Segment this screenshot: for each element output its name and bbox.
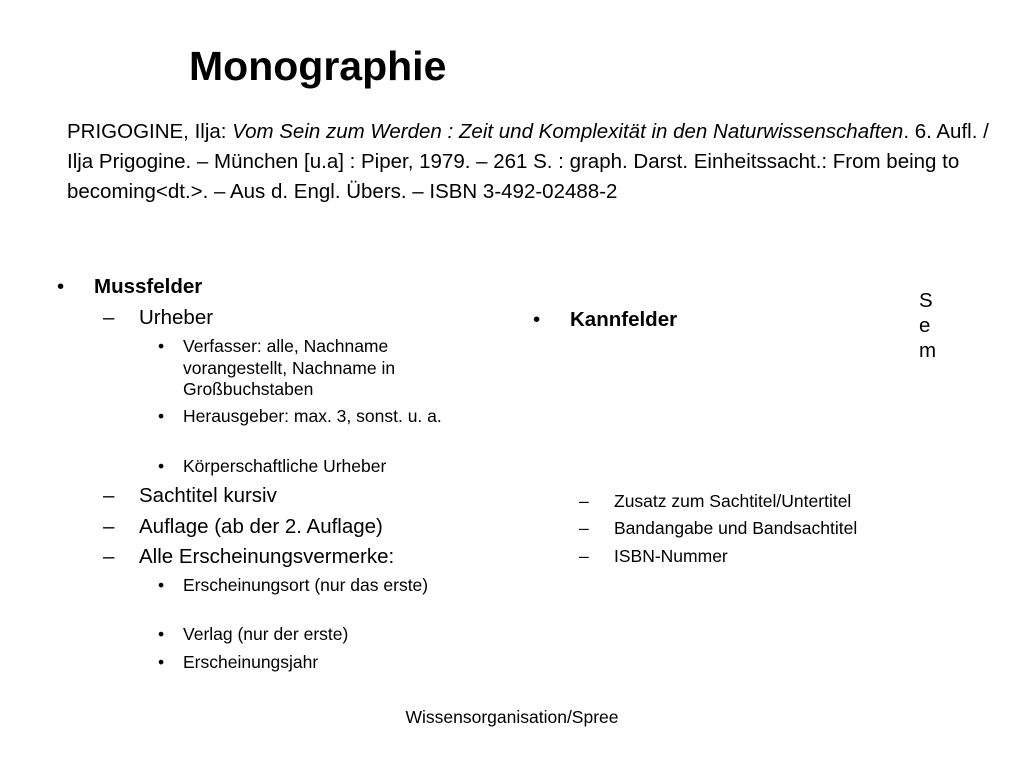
footer-text: Wissensorganisation/Spree bbox=[405, 707, 619, 727]
citation-paragraph bbox=[67, 117, 1007, 207]
auflage-label: Auflage (ab der 2. Auflage) bbox=[139, 515, 383, 538]
dash-icon: – bbox=[103, 484, 115, 507]
bullet-icon: • bbox=[158, 456, 165, 476]
dash-icon: – bbox=[579, 518, 589, 538]
citation-details: . 6. Aufl. / Ilja Prigogine. – München [u.a] : Piper, 1979. – 261 S. : graph. Darst. Einheitssacht.: From being to becoming<dt.>. – Aus d. Engl. Übers. – ISBN 3-492-02488-2 bbox=[67, 120, 989, 203]
dash-icon: – bbox=[103, 515, 115, 538]
dash-icon: – bbox=[103, 306, 115, 329]
bullet-icon: • bbox=[57, 275, 65, 298]
list-item-text: Verfasser: alle, Nachname vorangestellt, Nachname in Großbuchstaben bbox=[183, 336, 396, 399]
side-text: Sem bbox=[919, 289, 937, 362]
list-item-text: Herausgeber: max. 3, sonst. u. a. bbox=[183, 406, 442, 426]
citation-author: PRIGOGINE, Ilja: bbox=[67, 120, 233, 143]
bullet-icon: • bbox=[158, 624, 165, 644]
list-item-text: Erscheinungsjahr bbox=[183, 652, 319, 672]
slide-title: Monographie bbox=[189, 43, 447, 89]
dash-icon: – bbox=[579, 491, 589, 511]
bullet-icon: • bbox=[158, 652, 165, 672]
dash-icon: – bbox=[579, 546, 589, 566]
list-item-text: Zusatz zum Sachtitel/Untertitel bbox=[614, 491, 852, 511]
bullet-icon: • bbox=[533, 308, 541, 331]
list-item-text: ISBN-Nummer bbox=[614, 546, 728, 566]
list-item-text: Körperschaftliche Urheber bbox=[183, 456, 387, 476]
list-item-text: Verlag (nur der erste) bbox=[183, 624, 349, 644]
bullet-icon: • bbox=[158, 336, 165, 356]
kannfelder-heading: Kannfelder bbox=[570, 308, 678, 331]
erscheinung-label: Alle Erscheinungsvermerke: bbox=[139, 545, 395, 568]
dash-icon: – bbox=[103, 545, 115, 568]
mussfelder-heading: Mussfelder bbox=[94, 275, 203, 298]
sachtitel-label: Sachtitel kursiv bbox=[139, 484, 277, 507]
bullet-icon: • bbox=[158, 406, 165, 426]
list-item-text: Erscheinungsort (nur das erste) bbox=[183, 575, 429, 595]
list-item-text: Bandangabe und Bandsachtitel bbox=[614, 518, 858, 538]
urheber-label: Urheber bbox=[139, 306, 214, 329]
bullet-icon: • bbox=[158, 575, 165, 595]
citation-title: Vom Sein zum Werden : Zeit und Komplexität in den Naturwissenschaften bbox=[232, 120, 904, 143]
